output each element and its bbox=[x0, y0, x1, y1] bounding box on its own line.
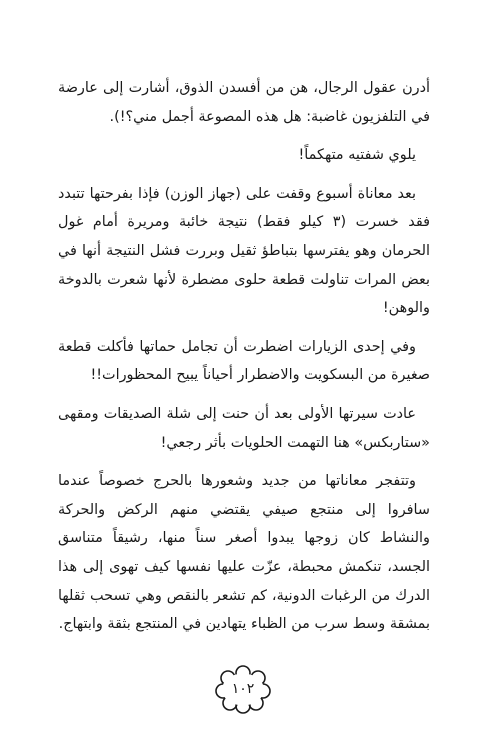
body-text bbox=[58, 74, 430, 639]
page-number: ١٠٢ bbox=[231, 681, 255, 697]
paragraph-6: وتتفجر معاناتها من جديد وشعورها بالحرج خصوصاً عندما سافروا إلى منتجع صيفي يقتضي منهم الركض والحركة والنشاط كان زوجها يبدوا أصغر سناً منها، رشيقاً متناسق الجسد، تنكمش محبطة، عزّت عليها نفسها كيف تهوى إلى هذا الدرك من الرغبات الدونية، كم تشعر بالنقص وهي تسحب ثقلها بمشقة وسط سرب من الظباء يتهادين في المنتجع بثقة وابتهاج. bbox=[58, 473, 430, 633]
paragraph-5: عادت سيرتها الأولى بعد أن حنت إلى شلة الصديقات ومقهى «ستاربكس» هنا التهمت الحلويات بأثر رجعي! bbox=[58, 405, 430, 451]
paragraph-2: يلوي شفتيه متهكماً! bbox=[298, 147, 416, 164]
paragraph-1: أدرن عقول الرجال، هن من أفسدن الذوق، أشارت إلى عارضة في التلفزيون غاضبة: هل هذه المصوعة أجمل مني؟!). bbox=[58, 80, 430, 125]
page-number-ornament bbox=[210, 664, 276, 714]
paragraph-4: وفي إحدى الزيارات اضطرت أن تجامل حماتها فأكلت قطعة صغيرة من البسكويت والاضطرار أحياناً يبيح المحظورات!! bbox=[58, 338, 430, 384]
paragraph-3: بعد معاناة أسبوع وقفت على (جهاز الوزن) فإذا بفرحتها تتبدد فقد خسرت (٣ كيلو فقط) نتيجة خائبة ومريرة أمام غول الحرمان وهو يفترسها بتباطؤ ثقيل وبررت فشل النتيجة أنها في بعض المرات تناولت قطعة حلوى مضطرة لأنها شعرت بالدوخة والوهن! bbox=[58, 185, 430, 317]
